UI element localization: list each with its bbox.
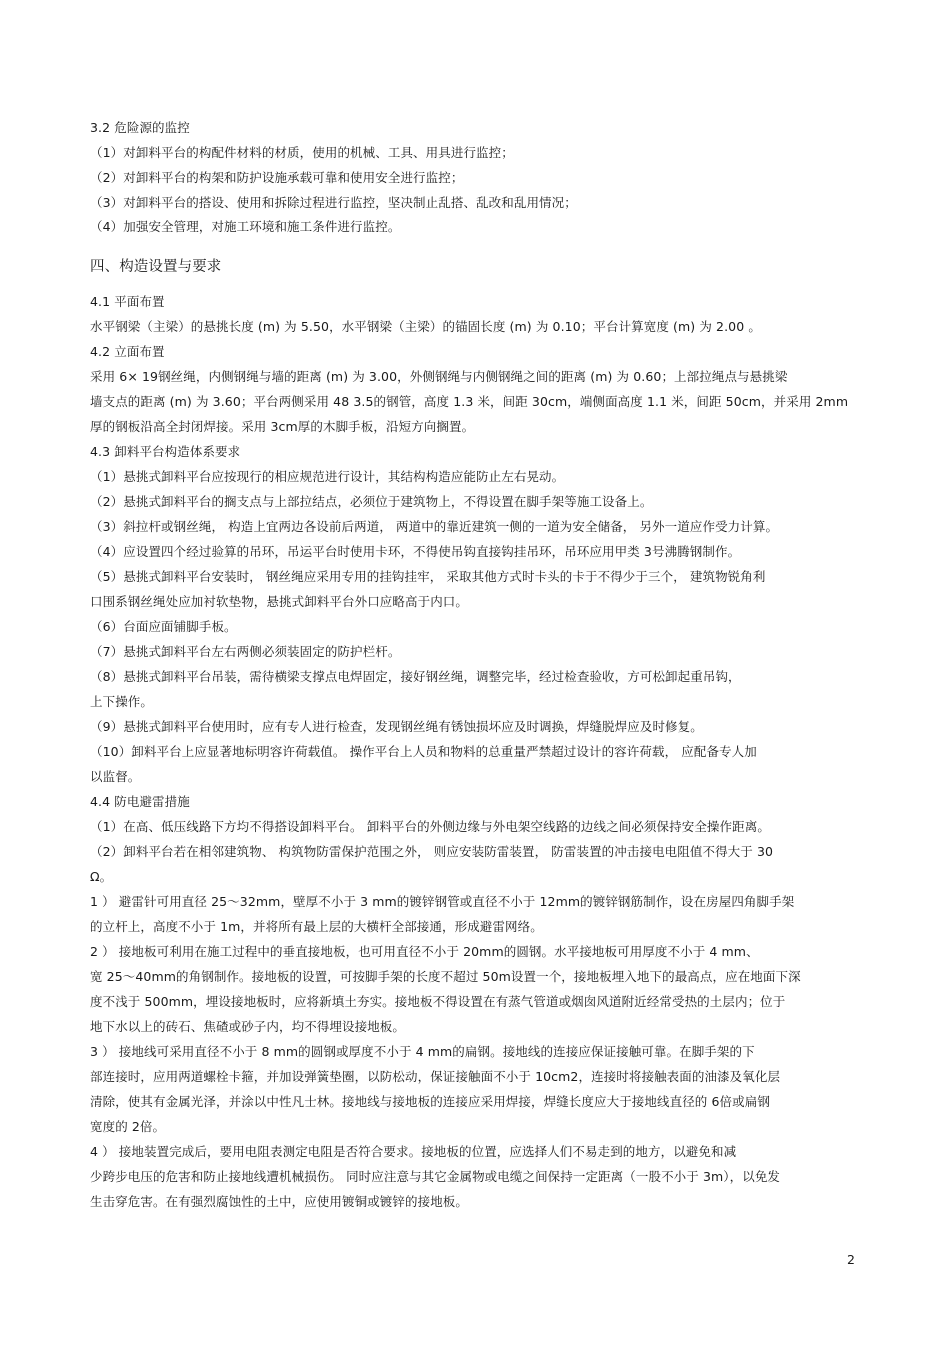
page-number: 2 — [847, 1252, 855, 1267]
text-line: （7）悬挑式卸料平台左右两侧必须装固定的防护栏杆。 — [90, 644, 401, 659]
text-line: 少跨步电压的危害和防止接地线遭机械损伤。 同时应注意与其它金属物或电缆之间保持一定距离（一股不小于 3m），以免发 — [90, 1169, 781, 1184]
text-line: 3 ） 接地线可采用直径不小于 8 mm的圆钢或厚度不小于 4 mm的扁钢。接地线的连接应保证接触可靠。在脚手架的下 — [90, 1044, 755, 1059]
text-line: 部连接时，应用两道螺栓卡箍，并加设弹簧垫圈，以防松动，保证接触面不小于 10cm2，连接时将接触表面的油漆及氧化层 — [90, 1069, 781, 1084]
section-heading-4-2: 4.2 立面布置 — [90, 344, 165, 359]
text-line: （2）对卸料平台的构架和防护设施承载可靠和使用安全进行监控； — [90, 170, 464, 185]
text-line: （3）斜拉杆或钢丝绳， 构造上宜两边各设前后两道， 两道中的靠近建筑一侧的一道为安全储备， 另外一道应作受力计算。 — [90, 519, 779, 534]
text-line: （4）加强安全管理，对施工环境和施工条件进行监控。 — [90, 219, 401, 234]
section-heading-3-2: 3.2 危险源的监控 — [90, 120, 190, 135]
text-line: 口围系钢丝绳处应加衬软垫物，悬挑式卸料平台外口应略高于内口。 — [90, 594, 469, 609]
text-line: 厚的钢板沿高全封闭焊接。采用 3cm厚的木脚手板，沿短方向搁置。 — [90, 419, 475, 434]
text-line: （9）悬挑式卸料平台使用时，应有专人进行检查，发现钢丝绳有锈蚀损坏应及时调换，焊缝脱焊应及时修复。 — [90, 719, 703, 734]
text-line: 宽度的 2倍。 — [90, 1119, 166, 1134]
text-line: Ω。 — [90, 869, 113, 884]
text-line: 清除，使其有金属光泽，并涂以中性凡士林。接地线与接地板的连接应采用焊接，焊缝长度应大于接地线直径的 6倍或扁钢 — [90, 1094, 770, 1109]
text-line: 4 ） 接地装置完成后，要用电阻表测定电阻是否符合要求。接地板的位置，应选择人们不易走到的地方，以避免和减 — [90, 1144, 737, 1159]
text-line: （8）悬挑式卸料平台吊装，需待横梁支撑点电焊固定，接好钢丝绳，调整完毕，经过检查验收，方可松卸起重吊钩， — [90, 669, 741, 684]
text-line: （1）对卸料平台的构配件材料的材质，使用的机械、工具、用具进行监控； — [90, 145, 514, 160]
text-line: （10）卸料平台上应显著地标明容许荷载值。 操作平台上人员和物料的总重量严禁超过设计的容许荷载， 应配备专人加 — [90, 744, 757, 759]
text-line: （2）悬挑式卸料平台的搁支点与上部拉结点，必须位于建筑物上，不得设置在脚手架等施工设备上。 — [90, 494, 653, 509]
chapter-heading: 四、构造设置与要求 — [90, 259, 222, 275]
text-line: 以监督。 — [90, 769, 141, 784]
text-line: 1 ） 避雷针可用直径 25～32mm，壁厚不小于 3 mm的镀锌钢管或直径不小于 12mm的镀锌钢筋制作，设在房屋四角脚手架 — [90, 894, 795, 909]
text-line: 生击穿危害。在有强烈腐蚀性的土中，应使用镀铜或镀锌的接地板。 — [90, 1194, 469, 1209]
text-line: （6）台面应面铺脚手板。 — [90, 619, 237, 634]
text-line: （2）卸料平台若在相邻建筑物、 构筑物防雷保护范围之外， 则应安装防雷装置， 防雷装置的冲击接电电阻值不得大于 30 — [90, 844, 774, 859]
text-line: （3）对卸料平台的搭设、使用和拆除过程进行监控，坚决制止乱搭、乱改和乱用情况； — [90, 195, 577, 210]
text-line: 采用 6× 19钢丝绳，内侧钢绳与墙的距离 (m) 为 3.00，外侧钢绳与内侧钢绳之间的距离 (m) 为 0.60；上部拉绳点与悬挑梁 — [90, 369, 788, 384]
text-line: （5）悬挑式卸料平台安装时， 钢丝绳应采用专用的挂钩挂牢， 采取其他方式时卡头的卡于不得少于三个， 建筑物锐角利 — [90, 569, 766, 584]
text-line: 宽 25～40mm的角钢制作。接地板的设置，可按脚手架的长度不超过 50m设置一个，接地板埋入地下的最高点，应在地面下深 — [90, 969, 801, 984]
text-line: 水平钢梁（主梁）的悬挑长度 (m) 为 5.50，水平钢梁（主梁）的锚固长度 (m) 为 0.10；平台计算宽度 (m) 为 2.00 。 — [90, 319, 761, 334]
text-line: 2 ） 接地板可利用在施工过程中的垂直接地板，也可用直径不小于 20mm的圆钢。水平接地板可用厚度不小于 4 mm、 — [90, 944, 759, 959]
text-line: （4）应设置四个经过验算的吊环，吊运平台时使用卡环，不得使吊钩直接钩挂吊环，吊环应用甲类 3号沸腾钢制作。 — [90, 544, 741, 559]
text-line: 的立杆上，高度不小于 1m，并将所有最上层的大横杆全部接通，形成避雷网络。 — [90, 919, 543, 934]
section-heading-4-1: 4.1 平面布置 — [90, 294, 165, 309]
text-line: 度不浅于 500mm，埋设接地板时，应将新填土夯实。接地板不得设置在有蒸气管道或烟囱风道附近经常受热的土层内；位于 — [90, 994, 786, 1009]
text-line: （1）悬挑式卸料平台应按现行的相应规范进行设计，其结构构造应能防止左右晃动。 — [90, 469, 565, 484]
text-line: 墙支点的距离 (m) 为 3.60；平台两侧采用 48 3.5的钢管，高度 1.3 米，间距 30cm，端侧面高度 1.1 米，间距 50cm，并采用 2mm — [90, 394, 849, 409]
text-line: 地下水以上的砖石、焦碴或砂子内，均不得埋设接地板。 — [90, 1019, 406, 1034]
section-heading-4-4: 4.4 防电避雷措施 — [90, 794, 190, 809]
text-line: 上下操作。 — [90, 694, 154, 709]
section-heading-4-3: 4.3 卸料平台构造体系要求 — [90, 444, 241, 459]
text-line: （1）在高、低压线路下方均不得搭设卸料平台。 卸料平台的外侧边缘与外电架空线路的边线之间必须保持安全操作距离。 — [90, 819, 770, 834]
